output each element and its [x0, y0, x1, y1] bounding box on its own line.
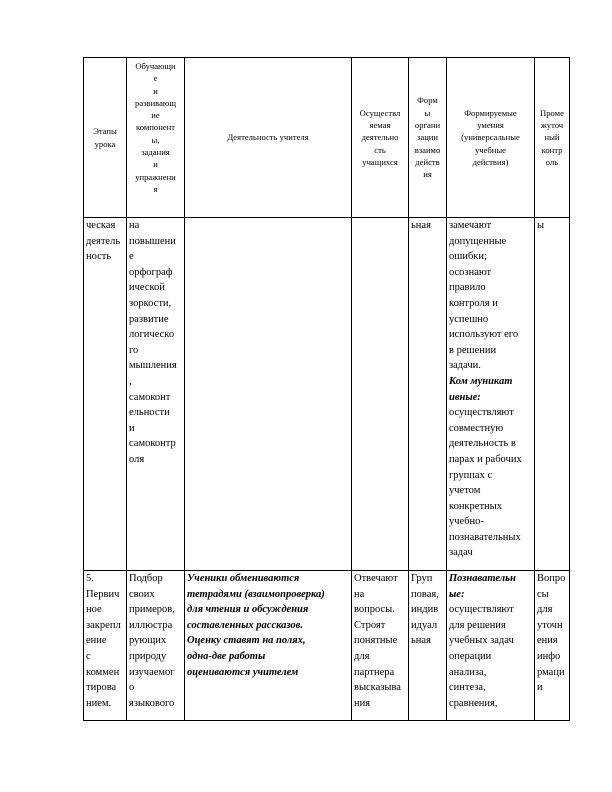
header-teacher-activity: Деятельность учителя [185, 58, 352, 218]
header-interaction-forms: Форм ы органи зации взаимо действ ия [409, 58, 447, 218]
cell-stage: ческая деятель ность [84, 218, 127, 571]
cell-components: Подбор своих примеров, иллюстра рующих природу изучаемог о языкового [127, 571, 185, 721]
cell-learning-actions [447, 571, 535, 721]
cell-student-activity [352, 218, 409, 571]
cell-teacher-activity: Ученики обмениваются тетрадями (взаимопроверка) для чтения и обсуждения составленных рассказов. Оценку ставят на полях, одна-две работы оцениваются учителем [185, 571, 352, 721]
cell-teacher-activity [185, 218, 352, 571]
cell-learning-actions [447, 218, 535, 571]
cell-student-activity: Отвечают на вопросы. Строят понятные для партнера высказыва ния [352, 571, 409, 721]
lesson-plan-table [83, 57, 570, 721]
table-header-row [84, 58, 570, 218]
header-learning-actions: Формируемые умения (универсальные учебные действия) [447, 58, 535, 218]
communicative-heading: Ком муникат ивные: [449, 375, 513, 403]
table-row [84, 218, 570, 571]
cell-interaction-form: Груп повая, индив идуал ьная [409, 571, 447, 721]
cognitive-heading: Познавательн ые: [449, 573, 516, 600]
header-components: Обучающи е и развивающ ие компонент ы, задания и упражнени я [127, 58, 185, 218]
header-student-activity: Осуществл яемая деятельно сть учащихся [352, 58, 409, 218]
cell-control: Вопро сы для уточн ения инфо рмаци и [535, 571, 570, 721]
cell-control: ы [535, 218, 570, 571]
header-intermediate-control: Проме жуточ ный контр оль [535, 58, 570, 218]
cell-components: на повышени е орфограф ической зоркости, развитие логическо го мышления , самоконт ельности и самоконтр оля [127, 218, 185, 571]
header-stages: Этапы урока [84, 58, 127, 218]
table-row [84, 571, 570, 721]
cell-stage: 5. Первич ное закрепл ение с коммен тирова нием. [84, 571, 127, 721]
learning-actions-text-b: осуществляют для решения учебных задач операции анализа, синтеза, сравнения, [449, 604, 514, 709]
learning-actions-text-a: замечают допущенные ошибки; осознают правило контроля и успешно используют его в решении задачи. [449, 220, 519, 372]
cell-interaction-form: ьная [409, 218, 447, 571]
learning-actions-text-c: осуществляют совместную деятельность в парах и рабочих группах с учетом конкретных учебно- познавательных задач [449, 407, 522, 559]
